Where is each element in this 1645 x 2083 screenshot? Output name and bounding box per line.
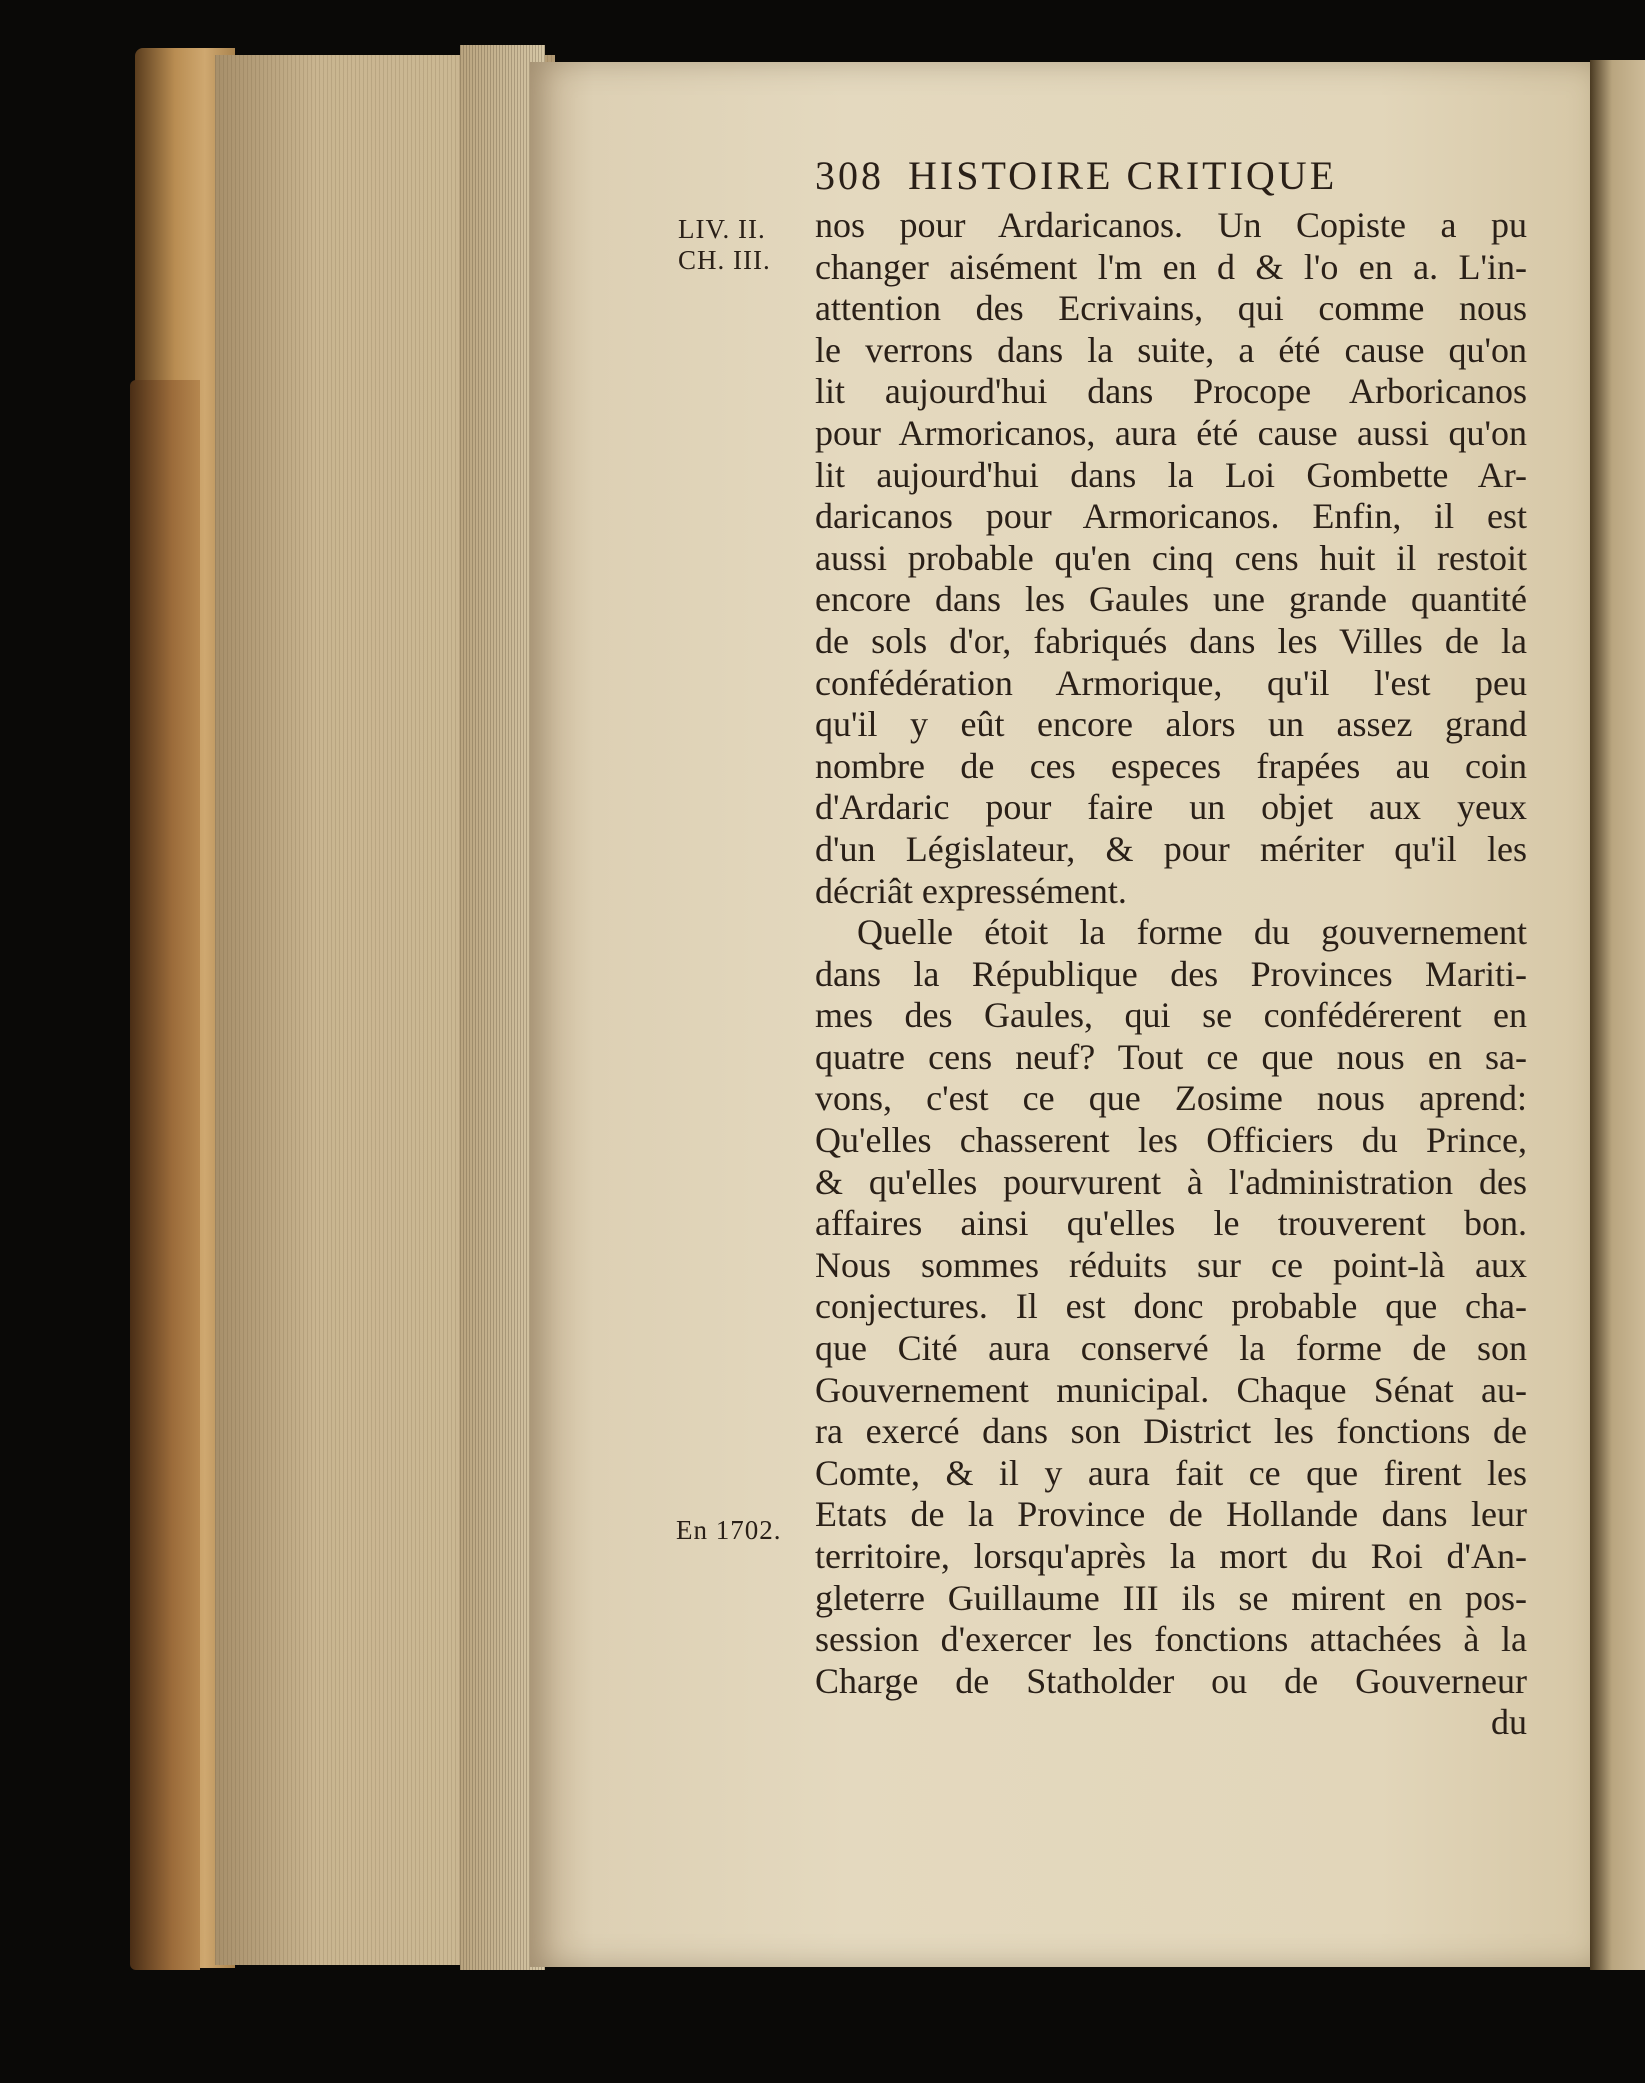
text-line: le verrons dans la suite, a été cause qu'on xyxy=(815,329,1527,370)
facing-page-edge xyxy=(1590,60,1645,1970)
text-line: & qu'elles pourvurent à l'administration des xyxy=(815,1161,1527,1202)
text-line: nombre de ces especes frapées au coin xyxy=(815,745,1527,786)
text-line: session d'exercer les fonctions attachées à la xyxy=(815,1619,1527,1660)
text-line: quatre cens neuf? Tout ce que nous en sa- xyxy=(815,1036,1527,1077)
text-line: lit aujourd'hui dans la Loi Gombette Ar- xyxy=(815,454,1527,495)
margin-note-date: En 1702. xyxy=(676,1515,782,1545)
text-line: conjectures. Il est donc probable que cha- xyxy=(815,1286,1527,1327)
margin-note-livre: LIV. II. xyxy=(678,214,766,244)
text-line: encore dans les Gaules une grande quantité xyxy=(815,579,1527,620)
text-line: nos pour Ardaricanos. Un Copiste a pu xyxy=(815,205,1527,245)
text-line: changer aisément l'm en d & l'o en a. L'in- xyxy=(815,246,1527,287)
text-line: que Cité aura conservé la forme de son xyxy=(815,1328,1527,1369)
catchword: du xyxy=(1491,1702,1527,1743)
text-line: Charge de Statholder ou de Gouverneur xyxy=(815,1660,1527,1701)
text-line: mes des Gaules, qui se confédérerent en xyxy=(815,995,1527,1036)
text-line: Nous sommes réduits sur ce point-là aux xyxy=(815,1244,1527,1285)
running-head xyxy=(815,152,1455,212)
text-line: vons, c'est ce que Zosime nous aprend: xyxy=(815,1078,1527,1119)
text-line: territoire, lorsqu'après la mort du Roi d'An- xyxy=(815,1536,1527,1576)
text-line: qu'il y eût encore alors un assez grand xyxy=(815,704,1527,745)
running-title: HISTOIRE CRITIQUE xyxy=(908,153,1338,198)
text-line: pour Armoricanos, aura été cause aussi qu'on xyxy=(815,412,1527,453)
text-line: Quelle étoit la forme du gouvernement xyxy=(857,912,1527,953)
text-line: daricanos pour Armoricanos. Enfin, il est xyxy=(815,496,1527,537)
text-line: Etats de la Province de Hollande dans leur xyxy=(815,1494,1527,1535)
text-line: ra exercé dans son District les fonctions de xyxy=(815,1411,1527,1452)
text-line: gleterre Guillaume III ils se mirent en pos- xyxy=(815,1577,1527,1618)
text-line: d'un Législateur, & pour mériter qu'il les xyxy=(815,828,1527,869)
text-line: de sols d'or, fabriqués dans les Villes de la xyxy=(815,620,1527,661)
text-line: Qu'elles chasserent les Officiers du Prince, xyxy=(815,1120,1527,1161)
text-line: dans la République des Provinces Mariti- xyxy=(815,953,1527,994)
text-line: affaires ainsi qu'elles le trouverent bon. xyxy=(815,1203,1527,1244)
margin-note-chapitre: CH. III. xyxy=(678,245,771,275)
body-text xyxy=(815,205,1527,1744)
text-line: aussi probable qu'en cinq cens huit il restoit xyxy=(815,537,1527,578)
page-number: 308 xyxy=(815,153,884,198)
text-line: lit aujourd'hui dans Procope Arboricanos xyxy=(815,371,1527,412)
text-line: d'Ardaric pour faire un objet aux yeux xyxy=(815,787,1527,828)
text-line: Comte, & il y aura fait ce que firent les xyxy=(815,1452,1527,1493)
text-line: décriât expressément. xyxy=(815,870,1127,911)
text-line: attention des Ecrivains, qui comme nous xyxy=(815,288,1527,329)
book-spine-strip xyxy=(130,380,200,1970)
text-line: confédération Armorique, qu'il l'est peu xyxy=(815,662,1527,703)
text-line: Gouvernement municipal. Chaque Sénat au- xyxy=(815,1369,1527,1410)
